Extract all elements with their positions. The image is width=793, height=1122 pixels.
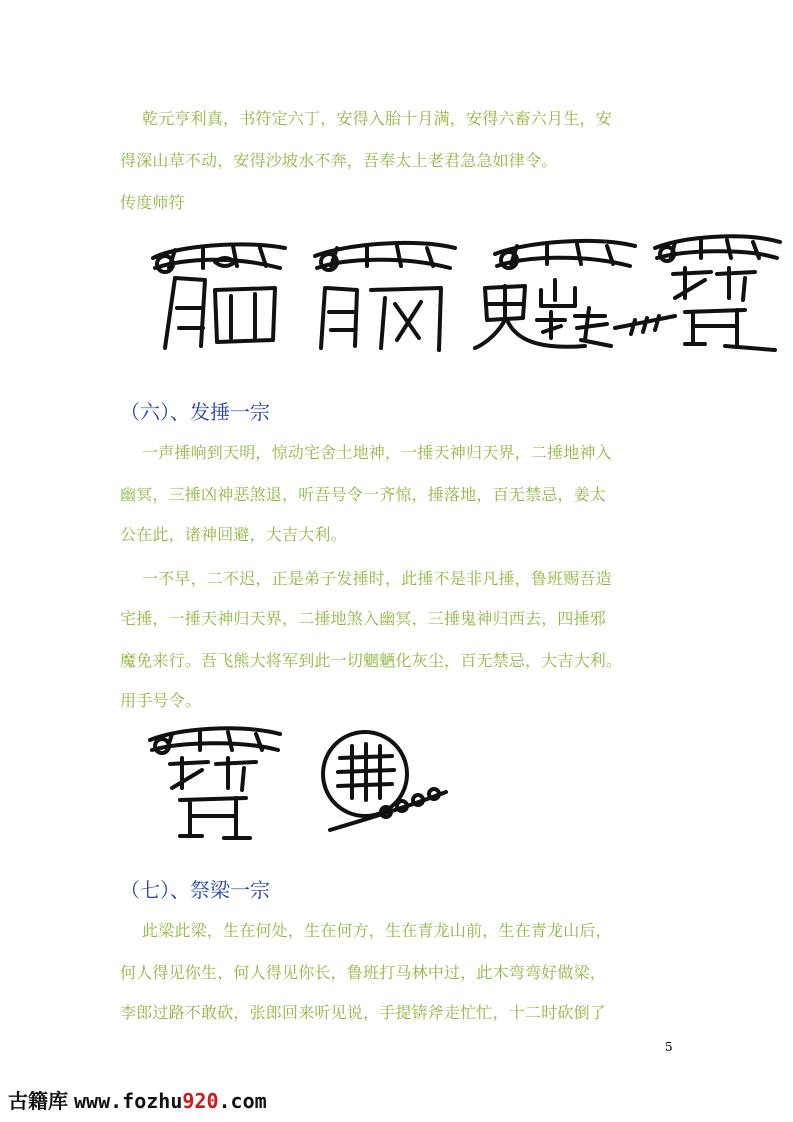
url-suffix: .com [218,1089,267,1113]
url-highlight: 920 [182,1089,219,1113]
page-number: 5 [665,1040,673,1054]
paragraph-line: 宅捶，一捶天神归天界，二捶地煞入幽冥，三捶鬼神归西去，四捶邪 [120,609,607,628]
paragraph-line: 幽冥，三捶凶神恶煞退，听吾号令一齐惊，捶落地，百无禁忌，姜太 [120,485,607,504]
caption-transmission-talisman: 传度师符 [120,193,185,212]
url-prefix: www.fozhu [74,1089,183,1113]
paragraph-line: 得深山草不动，安得沙坡水不奔，吾奉太上老君急急如律令。 [120,151,558,170]
paragraph-line: 李郎过路不敢砍，张郎回来听见说，手提锛斧走忙忙，十二时砍倒了 [120,1003,607,1022]
talisman-illustration-row1 [145,228,785,358]
talisman-illustration-row2 [140,722,460,847]
section-heading-7: （七）、祭梁一宗 [120,878,270,902]
paragraph-line: 何人得见你生，何人得见你长，鲁班打马林中过，此木弯弯好做梁， [120,963,607,982]
paragraph-line: 魔免来行。吾飞熊大将军到此一切魍魉化灰尘，百无禁忌，大吉大利。 [120,651,623,670]
paragraph-line: 此梁此梁，生在何处，生在何方，生在青龙山前，生在青龙山后， [142,921,612,940]
caption-hand-command: 用手号令。 [120,691,202,710]
site-watermark [8,1085,267,1114]
paragraph-line: 一声捶响到天明，惊动宅舍土地神，一捶天神归天界，二捶地神入 [142,443,612,462]
site-logo-text: 古籍库 [8,1089,68,1113]
section-heading-6: （六）、发捶一宗 [120,400,270,424]
paragraph-line: 公在此，诸神回避，大吉大利。 [120,525,347,544]
paragraph-line: 一不早，二不迟，正是弟子发捶时，此捶不是非凡捶，鲁班赐吾造 [142,569,612,588]
paragraph-line: 乾元亨利真，书符定六丁，安得入胎十月满，安得六畜六月生，安 [142,109,612,128]
